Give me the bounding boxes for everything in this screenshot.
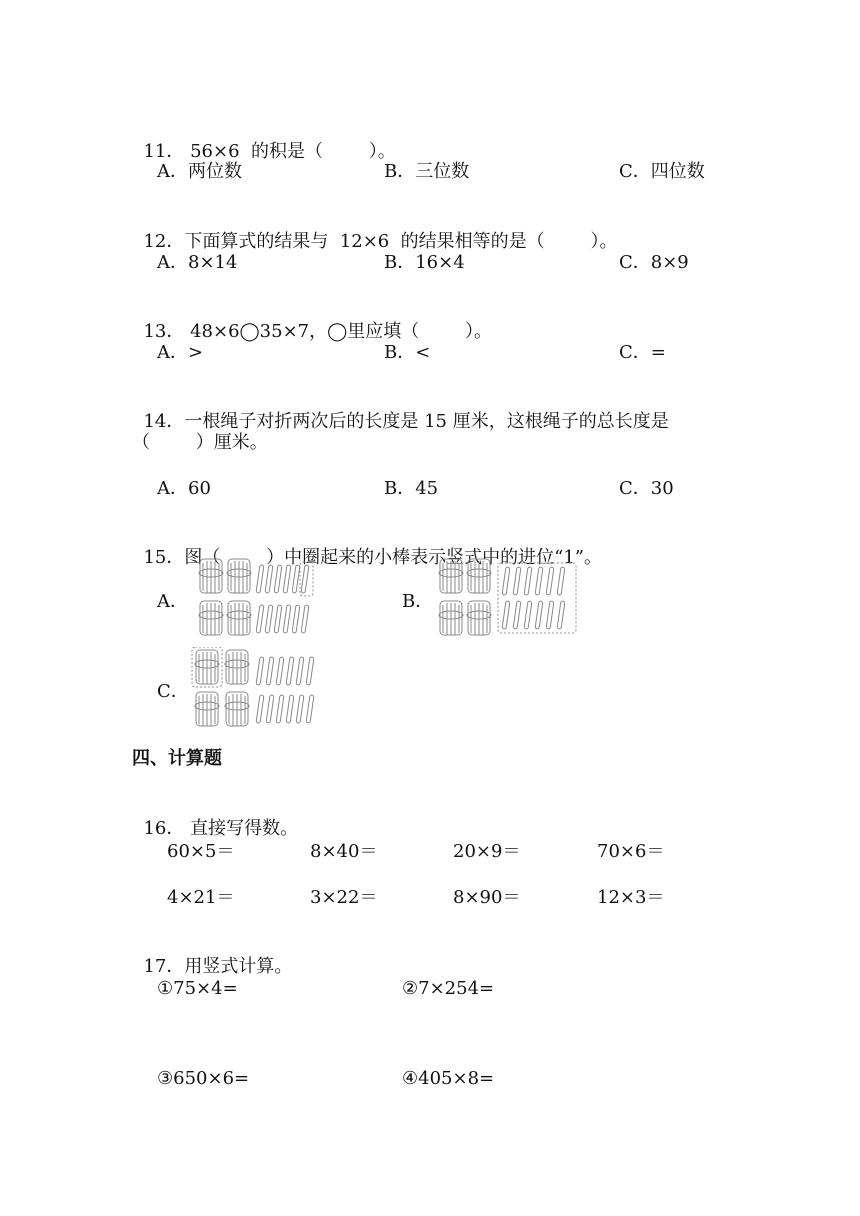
option-b[interactable]: B．三位数 bbox=[384, 161, 470, 182]
calc-item: 8×90＝ bbox=[453, 887, 521, 908]
option-a[interactable]: A．> bbox=[157, 342, 204, 363]
vertical-calc-item: ②7×254= bbox=[402, 978, 495, 999]
sticks-figure-a[interactable] bbox=[192, 557, 324, 641]
option-c[interactable]: C．= bbox=[619, 342, 666, 363]
question-text: 一根绳子对折两次后的长度是 15 厘米，这根绳子的总长度是 bbox=[184, 411, 669, 432]
question-number: 17． bbox=[143, 956, 185, 977]
question-17 bbox=[132, 931, 292, 979]
section-title: 四、计算题 bbox=[132, 748, 222, 769]
option-b[interactable]: B．< bbox=[384, 342, 431, 363]
calc-item: 8×40＝ bbox=[310, 841, 378, 862]
option-a[interactable]: A． bbox=[157, 591, 188, 612]
option-c[interactable]: C． bbox=[157, 681, 189, 702]
sticks-figure-c[interactable] bbox=[190, 647, 324, 731]
question-14 bbox=[132, 386, 669, 434]
question-text: 下面算式的结果与 12×6 的结果相等的是（ ）。 bbox=[184, 231, 618, 252]
question-number: 15． bbox=[143, 547, 185, 568]
vertical-calc-item: ④405×8= bbox=[402, 1068, 495, 1089]
question-number: 13． bbox=[143, 321, 185, 342]
option-a[interactable]: A．两位数 bbox=[157, 161, 242, 182]
question-text: 用竖式计算。 bbox=[184, 956, 293, 977]
question-12 bbox=[132, 206, 617, 254]
question-text: 48×6◯35×7，◯里应填（ ）。 bbox=[184, 321, 493, 342]
option-a[interactable]: A．8×14 bbox=[157, 252, 238, 273]
question-number: 11． bbox=[143, 141, 185, 162]
option-b[interactable]: B．16×4 bbox=[384, 252, 465, 273]
question-16 bbox=[132, 793, 298, 841]
option-a[interactable]: A．60 bbox=[157, 478, 211, 499]
question-number: 16． bbox=[143, 818, 185, 839]
option-b[interactable]: B． bbox=[402, 591, 434, 612]
option-b[interactable]: B．45 bbox=[384, 478, 439, 499]
sticks-figure-b[interactable] bbox=[434, 557, 580, 641]
calc-item: 60×5＝ bbox=[167, 841, 235, 862]
question-text: 56×6 的积是（ ）。 bbox=[184, 141, 396, 162]
question-text: 图（ ）中圈起来的小棒表示竖式中的进位“1”。 bbox=[184, 547, 602, 568]
option-c[interactable]: C．30 bbox=[619, 478, 674, 499]
calc-item: 70×6＝ bbox=[597, 841, 665, 862]
vertical-calc-item: ③650×6= bbox=[157, 1068, 250, 1089]
question-13 bbox=[132, 296, 492, 344]
calc-item: 4×21＝ bbox=[167, 887, 235, 908]
vertical-calc-item: ①75×4= bbox=[157, 978, 238, 999]
question-11 bbox=[132, 116, 396, 164]
calc-item: 12×3＝ bbox=[597, 887, 665, 908]
question-number: 14． bbox=[143, 411, 185, 432]
option-c[interactable]: C．8×9 bbox=[619, 252, 689, 273]
calc-item: 20×9＝ bbox=[453, 841, 521, 862]
question-text: 直接写得数。 bbox=[184, 818, 299, 839]
question-number: 12． bbox=[143, 231, 185, 252]
question-14-continued: （ ）厘米。 bbox=[132, 432, 268, 453]
calc-item: 3×22＝ bbox=[310, 887, 378, 908]
option-c[interactable]: C．四位数 bbox=[619, 161, 705, 182]
